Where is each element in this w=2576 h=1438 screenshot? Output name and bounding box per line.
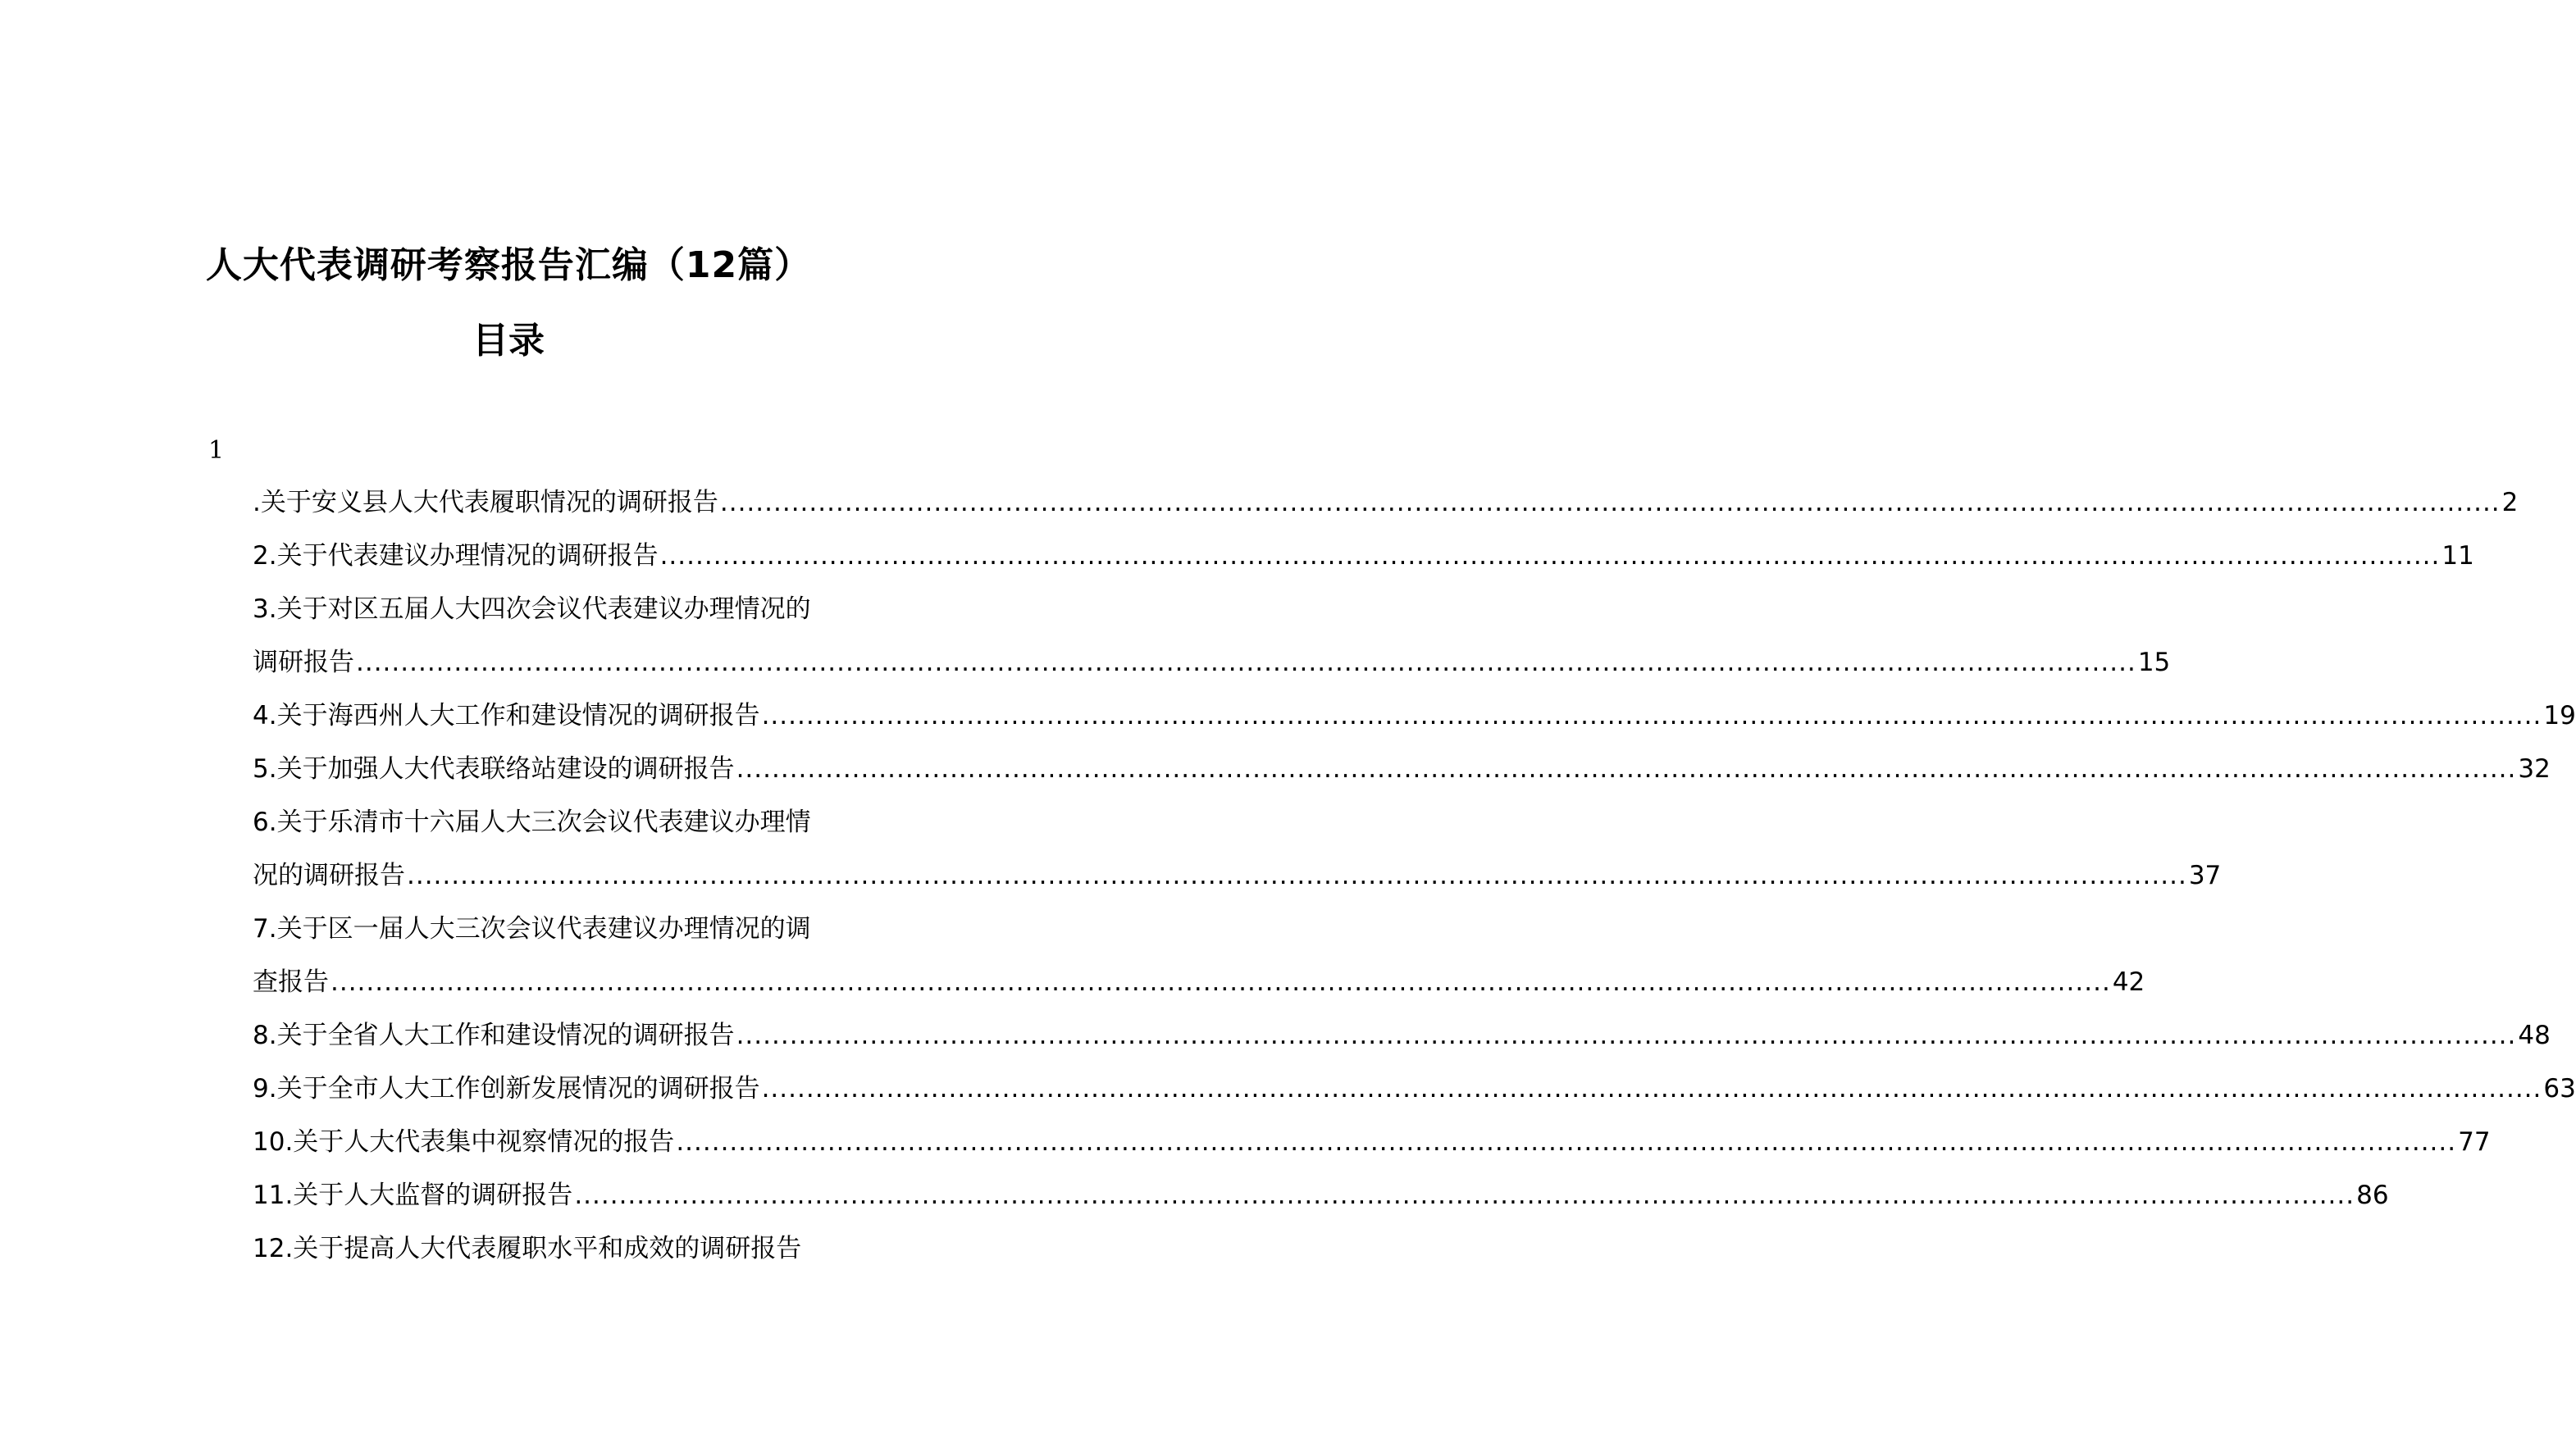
toc-page-number: 37 xyxy=(2188,861,2222,890)
toc-entry-line[interactable] xyxy=(253,749,2551,802)
toc-entry-line[interactable] xyxy=(253,589,861,642)
toc-dot-leader: ........................................................................................................................................................................................................ xyxy=(761,1074,2542,1104)
toc-entry-text: 9.关于全市人大工作创新发展情况的调研报告 xyxy=(253,1074,760,1104)
toc-entry-line[interactable] xyxy=(253,535,2474,589)
toc-entry-line[interactable] xyxy=(253,962,2145,1015)
toc-entry-line[interactable] xyxy=(253,1175,2389,1228)
toc-dot-leader: ........................................................................................................................................................................................................ xyxy=(736,754,2517,784)
toc-dot-leader: ........................................................................................................................................................................................................ xyxy=(331,967,2111,997)
toc-entry-text: 3.关于对区五届人大四次会议代表建议办理情况的 xyxy=(253,594,811,624)
toc-dot-leader: ........................................................................................................................................................................................................ xyxy=(407,861,2187,890)
toc-dot-leader: ........................................................................................................................................................................................................ xyxy=(676,1127,2457,1157)
toc-entry-line[interactable] xyxy=(253,1122,2491,1175)
toc-entry-text: 10.关于人大代表集中视察情况的报告 xyxy=(253,1127,675,1157)
toc-entry-line[interactable] xyxy=(253,642,2171,695)
toc-page-number: 19 xyxy=(2543,701,2576,730)
toc-entry-text: 7.关于区一届人大三次会议代表建议办理情况的调 xyxy=(253,914,811,944)
toc-page-number: 48 xyxy=(2518,1021,2551,1050)
toc-entry-line[interactable] xyxy=(253,1228,861,1281)
toc-entry-line[interactable] xyxy=(253,1015,2551,1068)
toc-entry-text: 4.关于海西州人大工作和建设情况的调研报告 xyxy=(253,701,760,730)
toc-entry-text: 2.关于代表建议办理情况的调研报告 xyxy=(253,541,659,571)
toc-marker: 1 xyxy=(208,436,225,465)
toc-page-number: 32 xyxy=(2518,754,2551,784)
toc-entry-text: 11.关于人大监督的调研报告 xyxy=(253,1181,573,1210)
toc-entry-line[interactable] xyxy=(253,482,2519,535)
toc-dot-leader: ........................................................................................................................................................................................................ xyxy=(659,541,2441,571)
toc-entry-text: 查报告 xyxy=(253,967,329,997)
toc-entry-text: .关于安义县人大代表履职情况的调研报告 xyxy=(253,488,718,517)
toc-dot-leader: ........................................................................................................................................................................................................ xyxy=(761,701,2542,730)
toc-page-number: 42 xyxy=(2112,967,2145,997)
toc-page-number: 2 xyxy=(2501,488,2519,517)
toc-dot-leader: ........................................................................................................................................................................................................ xyxy=(574,1181,2355,1210)
toc-entry-line[interactable] xyxy=(253,695,2576,749)
toc-entry-line[interactable] xyxy=(253,855,2222,908)
toc-entry-text: 5.关于加强人大代表联络站建设的调研报告 xyxy=(253,754,735,784)
toc-heading: 目录 xyxy=(472,320,545,362)
toc-entry-text: 况的调研报告 xyxy=(253,861,405,890)
toc-page-number: 15 xyxy=(2137,648,2171,677)
toc-page-number: 86 xyxy=(2356,1181,2389,1210)
toc-dot-leader: ........................................................................................................................................................................................................ xyxy=(356,648,2136,677)
toc-entry-text: 8.关于全省人大工作和建设情况的调研报告 xyxy=(253,1021,735,1050)
toc-entry-text: 6.关于乐清市十六届人大三次会议代表建议办理情 xyxy=(253,808,811,837)
toc-entry-line[interactable] xyxy=(253,908,861,962)
document-title: 人大代表调研考察报告汇编（12篇） xyxy=(205,244,812,286)
toc-entry-line[interactable] xyxy=(253,802,861,855)
toc-entry-text: 调研报告 xyxy=(253,648,354,677)
toc-page-number: 77 xyxy=(2458,1127,2491,1157)
toc-entry-text: 12.关于提高人大代表履职水平和成效的调研报告 xyxy=(253,1234,802,1263)
toc-dot-leader: ........................................................................................................................................................................................................ xyxy=(736,1021,2517,1050)
toc-entry-line[interactable] xyxy=(253,1068,2576,1122)
toc-dot-leader: ........................................................................................................................................................................................................ xyxy=(719,488,2501,517)
table-of-contents xyxy=(253,482,2576,1281)
toc-page-number: 11 xyxy=(2442,541,2474,571)
toc-page-number: 63 xyxy=(2543,1074,2576,1104)
